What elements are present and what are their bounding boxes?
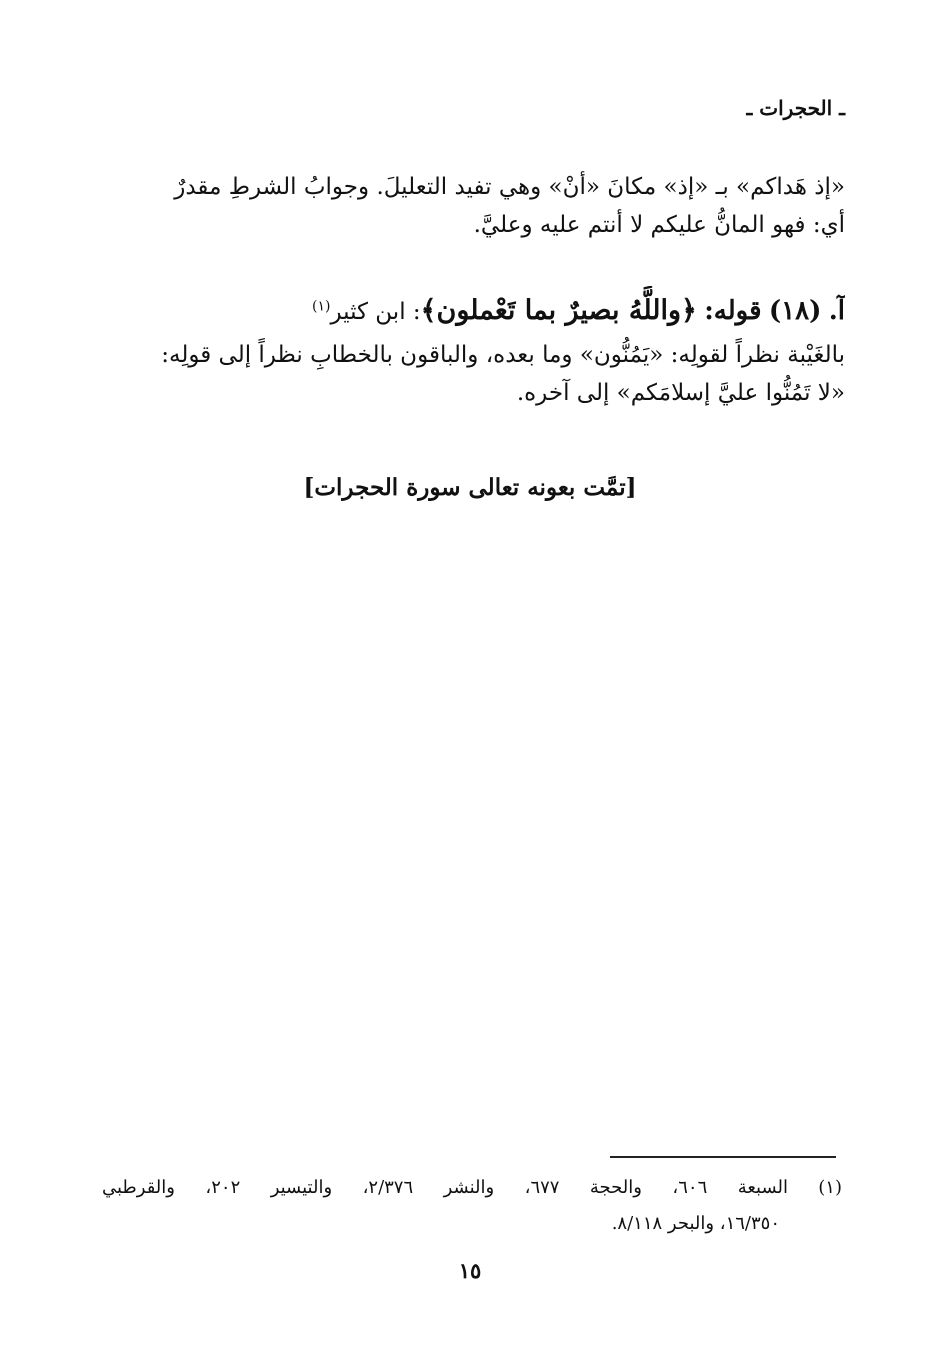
- item-18-line-2: بالغَيْبة نظراً لقولِه: «يَمُنُّون» وما بعده، والباقون بالخطابِ نظراً إلى قولِه:: [161, 342, 845, 368]
- item-number: (١٨): [768, 296, 822, 326]
- footnote-1-text: السبعة ٦٠٦، والحجة ٦٧٧، والنشر ٢/٣٧٦، والتيسير ٢٠٢، والقرطبي: [102, 1177, 788, 1198]
- surah-closing-note: [تمَّت بعونه تعالى سورة الحجرات]: [303, 474, 637, 501]
- footnote-separator: [610, 1156, 836, 1158]
- page-number: ١٥: [458, 1258, 482, 1283]
- paragraph-1-line-2: أي: فهو المانُّ عليكم لا أنتم عليه وعليَّ.: [473, 212, 845, 238]
- footnotes: [102, 1170, 842, 1242]
- footnote-reference[interactable]: (١): [312, 298, 331, 315]
- running-header: ـ الحجرات ـ: [746, 96, 845, 120]
- footnote-1-line-2: ١٦/٣٥٠، والبحر ٨/١١٨.: [611, 1213, 780, 1234]
- after-verse-text: : ابن كثير: [330, 299, 421, 325]
- paragraph-1-line-1: «إذ هَداكم» بـ «إذ» مكانَ «أنْ» وهي تفيد التعليلَ. وجوابُ الشرطِ مقدرٌ: [174, 174, 845, 200]
- item-18-line-3: «لا تَمُنُّوا عليَّ إسلامَكم» إلى آخره.: [516, 380, 845, 406]
- item-intro: قوله:: [704, 296, 762, 326]
- footnote-1-line-1: [102, 1170, 842, 1206]
- item-letter: آ.: [828, 296, 845, 326]
- footnote-1-number: (١): [818, 1177, 842, 1198]
- paragraph-1: [98, 168, 845, 244]
- quran-verse: ﴿واللَّهُ بصيرٌ بما تَعْملون﴾: [420, 295, 697, 326]
- item-18-paragraph: [98, 286, 845, 412]
- item-18-heading: [98, 286, 845, 336]
